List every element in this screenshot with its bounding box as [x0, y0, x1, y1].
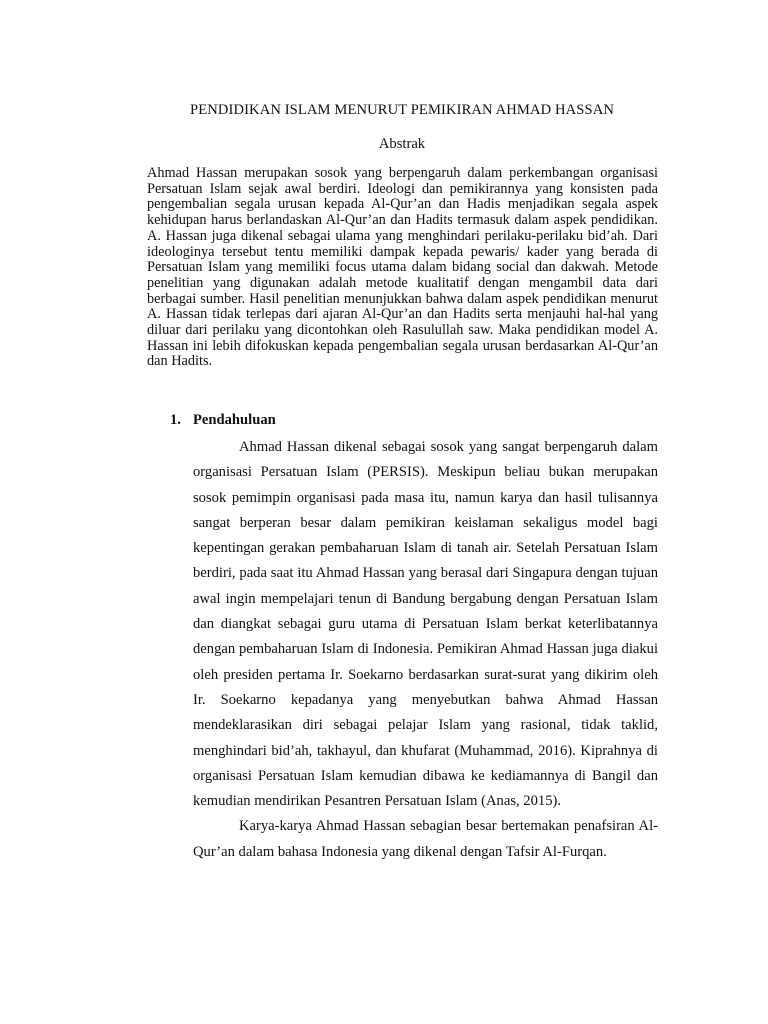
abstract-text: Ahmad Hassan merupakan sosok yang berpengaruh dalam perkembangan organisasi Persatuan Islam sejak awal berdiri. Ideologi dan pemikirannya yang konsisten pada pengembalian segala urusan kepada Al-Qur’an dan Hadis menjadikan segala aspek kehidupan harus berlandaskan Al-Qur’an dan Hadits termasuk dalam aspek pendidikan. A. Hassan juga dikenal sebagai ulama yang menghindari perilaku-perilaku bid’ah. Dari ideologinya tersebut tentu memiliki dampak kepada pewaris/ kader yang berada di Persatuan Islam yang memiliki focus utama dalam bidang social dan dakwah. Metode penelitian yang digunakan adalah metode kualitatif dengan mengambil data dari berbagai sumber. Hasil penelitian menunjukkan bahwa dalam aspek pendidikan menurut A. Hassan tidak terlepas dari ajaran Al-Qur’an dan Hadits serta menjauhi hal-hal yang diluar dari perilaku yang dicontohkan oleh Rasulullah saw. Maka pendidikan model A. Hassan ini lebih difokuskan kepada pengembalian segala urusan berdasarkan Al-Qur’an dan Hadits. — [147, 165, 658, 370]
paragraph: Karya-karya Ahmad Hassan sebagian besar bertemakan penafsiran Al-Qur’an dalam bahasa Indonesia yang dikenal dengan Tafsir Al-Furqan. — [193, 818, 658, 860]
document-title: PENDIDIKAN ISLAM MENURUT PEMIKIRAN AHMAD HASSAN — [189, 102, 615, 118]
abstract-heading: Abstrak — [378, 136, 426, 152]
section-body — [193, 435, 658, 865]
section-title: Pendahuluan — [193, 412, 276, 428]
paragraph: Ahmad Hassan dikenal sebagai sosok yang sangat berpengaruh dalam organisasi Persatuan Islam (PERSIS). Meskipun beliau bukan merupakan sosok pemimpin organisasi pada masa itu, namun karya dan hasil tulisannya sangat berperan besar dalam pemikiran keislaman sekaligus model bagi kepentingan gerakan pembaharuan Islam di tanah air. Setelah Persatuan Islam berdiri, pada saat itu Ahmad Hassan yang berasal dari Singapura dengan tujuan awal ingin mempelajari tenun di Bandung bergabung dengan Persatuan Islam dan diangkat sebagai guru utama di Persatuan Islam berkat keterlibatannya dengan pembaharuan Islam di Indonesia. Pemikiran Ahmad Hassan juga diakui oleh presiden pertama Ir. Soekarno berdasarkan surat-surat yang dikirim oleh Ir. Soekarno kepadanya yang menyebutkan bahwa Ahmad Hassan mendeklarasikan diri sebagai pelajar Islam yang rasional, tidak taklid, menghindari bid’ah, takhayul, dan khufarat (Muhammad, 2016). Kiprahnya di organisasi Persatuan Islam kemudian dibawa ke kediamannya di Bangil dan kemudian mendirikan Pesantren Persatuan Islam (Anas, 2015). — [193, 439, 658, 810]
section-heading — [170, 412, 276, 429]
section-number: 1. — [170, 412, 181, 428]
